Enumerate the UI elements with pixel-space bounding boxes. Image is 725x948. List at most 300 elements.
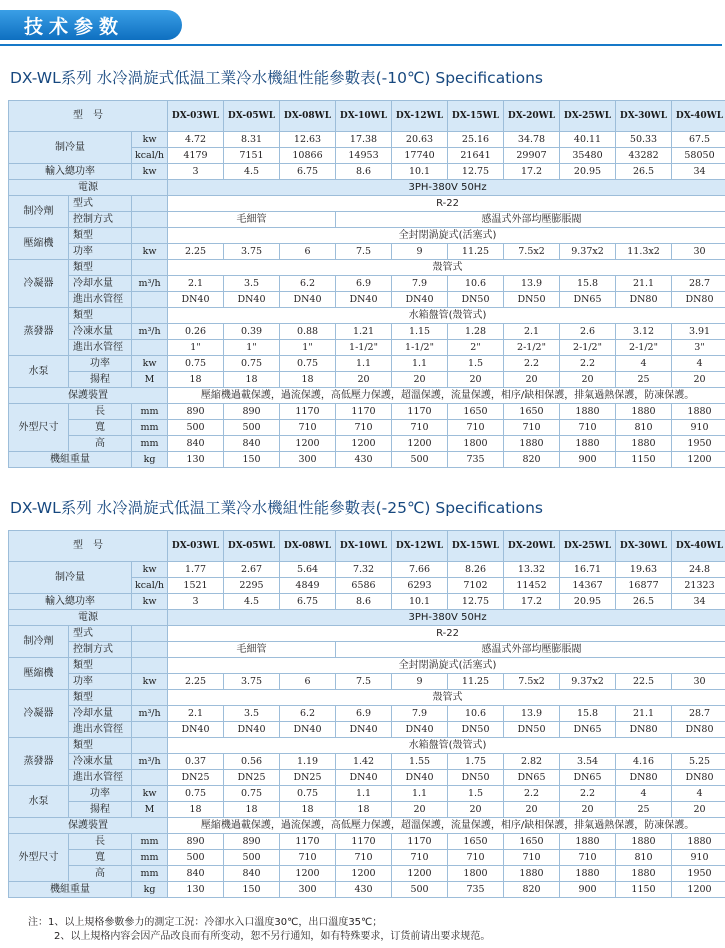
value-cell: 6293 bbox=[392, 578, 448, 594]
value-cell: 20 bbox=[560, 372, 616, 388]
evaporator-label: 蒸發器 bbox=[9, 738, 69, 786]
value-cell: 20 bbox=[672, 372, 725, 388]
value-cell: 3.12 bbox=[616, 324, 672, 340]
size-label: 外型尺寸 bbox=[9, 404, 69, 452]
value-cell: 1880 bbox=[616, 834, 672, 850]
value-cell: 1.1 bbox=[392, 786, 448, 802]
value-cell: 7.32 bbox=[336, 562, 392, 578]
value-cell: DN80 bbox=[616, 722, 672, 738]
refrigerant-value: R-22 bbox=[168, 196, 725, 212]
value-cell: 3.5 bbox=[224, 276, 280, 292]
value-cell: 15.8 bbox=[560, 276, 616, 292]
condenser-type-row bbox=[9, 690, 725, 706]
value-cell: 300 bbox=[280, 882, 336, 898]
condenser-label: 冷凝器 bbox=[9, 260, 69, 308]
evaporator-pipe-row bbox=[9, 340, 725, 356]
value-cell: 6.2 bbox=[280, 276, 336, 292]
pump-lift-row bbox=[9, 802, 725, 818]
unit: kcal/h bbox=[132, 578, 168, 594]
value-cell: 2.1 bbox=[168, 706, 224, 722]
value-cell: 12.75 bbox=[448, 594, 504, 610]
value-cell: 20 bbox=[504, 372, 560, 388]
value-cell: 25 bbox=[616, 372, 672, 388]
value-cell: 67.5 bbox=[672, 132, 725, 148]
supply-value: 3PH-380V 50Hz bbox=[168, 180, 725, 196]
value-cell: 4849 bbox=[280, 578, 336, 594]
model-header: DX-08WL bbox=[280, 101, 336, 132]
value-cell: 30 bbox=[672, 244, 725, 260]
sub-label: 類型 bbox=[69, 228, 132, 244]
unit-empty bbox=[132, 228, 168, 244]
value-cell: 29907 bbox=[504, 148, 560, 164]
value-cell: 1.42 bbox=[336, 754, 392, 770]
value-cell: DN40 bbox=[168, 292, 224, 308]
unit-empty bbox=[132, 770, 168, 786]
value-cell: 1200 bbox=[672, 882, 725, 898]
value-cell: 1.77 bbox=[168, 562, 224, 578]
value-cell: 18 bbox=[280, 372, 336, 388]
value-cell: 1800 bbox=[448, 866, 504, 882]
value-cell: 4 bbox=[616, 356, 672, 372]
value-cell: 9.37x2 bbox=[560, 244, 616, 260]
value-cell: 3" bbox=[672, 340, 725, 356]
value-cell: 34 bbox=[672, 164, 725, 180]
value-cell: 28.7 bbox=[672, 706, 725, 722]
value-cell: 7.5 bbox=[336, 244, 392, 260]
value-cell: 0.75 bbox=[280, 356, 336, 372]
value-cell: 4.72 bbox=[168, 132, 224, 148]
value-cell: 24.8 bbox=[672, 562, 725, 578]
value-cell: 1.1 bbox=[392, 356, 448, 372]
evaporator-water-row bbox=[9, 754, 725, 770]
sub-label: 冷却水量 bbox=[69, 706, 132, 722]
control-capillary: 毛細管 bbox=[168, 212, 336, 228]
value-cell: 3.75 bbox=[224, 244, 280, 260]
value-cell: 0.56 bbox=[224, 754, 280, 770]
value-cell: 0.88 bbox=[280, 324, 336, 340]
condenser-type-row bbox=[9, 260, 725, 276]
value-cell: 7.9 bbox=[392, 276, 448, 292]
value-cell: 12.63 bbox=[280, 132, 336, 148]
value-cell: 0.75 bbox=[224, 786, 280, 802]
value-cell: 0.26 bbox=[168, 324, 224, 340]
footnotes bbox=[28, 916, 490, 944]
unit: kw bbox=[132, 786, 168, 802]
value-cell: 1.1 bbox=[336, 356, 392, 372]
value-cell: 26.5 bbox=[616, 594, 672, 610]
value-cell: DN40 bbox=[392, 292, 448, 308]
value-cell: 5.25 bbox=[672, 754, 725, 770]
unit: mm bbox=[132, 850, 168, 866]
value-cell: 4 bbox=[672, 786, 725, 802]
refrigerant-control-row bbox=[9, 642, 725, 658]
value-cell: 2.25 bbox=[168, 244, 224, 260]
value-cell: 300 bbox=[280, 452, 336, 468]
value-cell: 840 bbox=[224, 436, 280, 452]
evaporator-type-value: 水箱盤管(殼管式) bbox=[168, 738, 725, 754]
value-cell: 1170 bbox=[392, 404, 448, 420]
unit-empty bbox=[132, 340, 168, 356]
sub-label: 功率 bbox=[69, 786, 132, 802]
value-cell: 1.55 bbox=[392, 754, 448, 770]
model-header: DX-05WL bbox=[224, 531, 280, 562]
value-cell: 30 bbox=[672, 674, 725, 690]
value-cell: 2.67 bbox=[224, 562, 280, 578]
value-cell: 1880 bbox=[616, 404, 672, 420]
value-cell: 25 bbox=[616, 802, 672, 818]
value-cell: 2.25 bbox=[168, 674, 224, 690]
value-cell: DN50 bbox=[448, 770, 504, 786]
value-cell: 34 bbox=[672, 594, 725, 610]
model-header: DX-40WL bbox=[672, 531, 725, 562]
compressor-power-row bbox=[9, 674, 725, 690]
compressor-label: 壓縮機 bbox=[9, 228, 69, 260]
model-header: DX-12WL bbox=[392, 101, 448, 132]
value-cell: 1880 bbox=[504, 436, 560, 452]
value-cell: 4.16 bbox=[616, 754, 672, 770]
evaporator-type-value: 水箱盤管(殼管式) bbox=[168, 308, 725, 324]
value-cell: 6.9 bbox=[336, 706, 392, 722]
value-cell: 14367 bbox=[560, 578, 616, 594]
value-cell: 58050 bbox=[672, 148, 725, 164]
value-cell: DN40 bbox=[168, 722, 224, 738]
value-cell: 20 bbox=[560, 802, 616, 818]
model-header: DX-20WL bbox=[504, 101, 560, 132]
value-cell: 1170 bbox=[336, 404, 392, 420]
value-cell: 7151 bbox=[224, 148, 280, 164]
unit: kw bbox=[132, 244, 168, 260]
value-cell: 40.11 bbox=[560, 132, 616, 148]
evaporator-water-row bbox=[9, 324, 725, 340]
value-cell: 1.21 bbox=[336, 324, 392, 340]
value-cell: DN65 bbox=[560, 770, 616, 786]
value-cell: 710 bbox=[392, 850, 448, 866]
pump-power-row bbox=[9, 786, 725, 802]
value-cell: 6.2 bbox=[280, 706, 336, 722]
value-cell: 735 bbox=[448, 452, 504, 468]
value-cell: 1.5 bbox=[448, 356, 504, 372]
value-cell: 1200 bbox=[280, 866, 336, 882]
value-cell: 20 bbox=[448, 802, 504, 818]
value-cell: 1880 bbox=[560, 404, 616, 420]
value-cell: 13.9 bbox=[504, 276, 560, 292]
value-cell: 1170 bbox=[392, 834, 448, 850]
value-cell: 2.2 bbox=[560, 786, 616, 802]
value-cell: 10866 bbox=[280, 148, 336, 164]
sub-label: 冷凍水量 bbox=[69, 324, 132, 340]
value-cell: DN40 bbox=[224, 292, 280, 308]
sub-label: 寬 bbox=[69, 420, 132, 436]
value-cell: 6.9 bbox=[336, 276, 392, 292]
value-cell: 17.2 bbox=[504, 594, 560, 610]
value-cell: 2.1 bbox=[504, 324, 560, 340]
value-cell: 1200 bbox=[392, 866, 448, 882]
value-cell: 0.75 bbox=[224, 356, 280, 372]
value-cell: 1880 bbox=[560, 436, 616, 452]
value-cell: 4 bbox=[616, 786, 672, 802]
value-cell: 1-1/2" bbox=[336, 340, 392, 356]
refrigerant-control-row bbox=[9, 212, 725, 228]
value-cell: DN80 bbox=[616, 770, 672, 786]
value-cell: 0.75 bbox=[168, 786, 224, 802]
section-banner bbox=[0, 10, 182, 40]
protection-value: 壓縮機過載保護，過流保護，高低壓力保護，超溫保護，流量保護，相序/缺相保護，排氣過熱保護，防凍保護。 bbox=[168, 388, 725, 404]
model-header: DX-25WL bbox=[560, 101, 616, 132]
length-row bbox=[9, 404, 725, 420]
unit-empty bbox=[132, 212, 168, 228]
value-cell: 6.75 bbox=[280, 594, 336, 610]
value-cell: 4179 bbox=[168, 148, 224, 164]
value-cell: 25.16 bbox=[448, 132, 504, 148]
evaporator-type-row bbox=[9, 738, 725, 754]
value-cell: 710 bbox=[560, 850, 616, 866]
condenser-water-row bbox=[9, 706, 725, 722]
value-cell: 900 bbox=[560, 882, 616, 898]
value-cell: 500 bbox=[168, 850, 224, 866]
protection-label: 保護裝置 bbox=[9, 388, 168, 404]
condenser-label: 冷凝器 bbox=[9, 690, 69, 738]
sub-label: 揚程 bbox=[69, 802, 132, 818]
value-cell: 28.7 bbox=[672, 276, 725, 292]
unit-empty bbox=[132, 260, 168, 276]
value-cell: DN40 bbox=[336, 292, 392, 308]
value-cell: 16877 bbox=[616, 578, 672, 594]
value-cell: 840 bbox=[224, 866, 280, 882]
value-cell: 1-1/2" bbox=[392, 340, 448, 356]
condenser-pipe-row bbox=[9, 292, 725, 308]
value-cell: 1650 bbox=[504, 404, 560, 420]
value-cell: 130 bbox=[168, 882, 224, 898]
condenser-pipe-row bbox=[9, 722, 725, 738]
value-cell: 2.6 bbox=[560, 324, 616, 340]
value-cell: 1170 bbox=[280, 834, 336, 850]
weight-label: 機組重量 bbox=[9, 882, 132, 898]
model-header: DX-10WL bbox=[336, 101, 392, 132]
value-cell: 1.1 bbox=[336, 786, 392, 802]
value-cell: 1170 bbox=[280, 404, 336, 420]
value-cell: 15.8 bbox=[560, 706, 616, 722]
cooling-row-kw bbox=[9, 562, 725, 578]
unit: kw bbox=[132, 594, 168, 610]
refrigerant-label: 制冷劑 bbox=[9, 626, 69, 658]
value-cell: 1650 bbox=[448, 404, 504, 420]
value-cell: 0.75 bbox=[168, 356, 224, 372]
unit: mm bbox=[132, 866, 168, 882]
unit: mm bbox=[132, 834, 168, 850]
unit-empty bbox=[132, 292, 168, 308]
unit: kw bbox=[132, 562, 168, 578]
value-cell: 17.2 bbox=[504, 164, 560, 180]
value-cell: 500 bbox=[224, 420, 280, 436]
value-cell: DN65 bbox=[560, 292, 616, 308]
value-cell: 1200 bbox=[280, 436, 336, 452]
value-cell: 1170 bbox=[336, 834, 392, 850]
weight-row bbox=[9, 882, 725, 898]
value-cell: 26.5 bbox=[616, 164, 672, 180]
sub-label: 進出水管徑 bbox=[69, 722, 132, 738]
unit: m³/h bbox=[132, 276, 168, 292]
model-header: DX-30WL bbox=[616, 101, 672, 132]
unit: kg bbox=[132, 882, 168, 898]
value-cell: 1.15 bbox=[392, 324, 448, 340]
value-cell: 890 bbox=[224, 834, 280, 850]
value-cell: 9 bbox=[392, 674, 448, 690]
protection-row bbox=[9, 388, 725, 404]
value-cell: 2-1/2" bbox=[504, 340, 560, 356]
value-cell: 1880 bbox=[560, 866, 616, 882]
value-cell: 10.1 bbox=[392, 594, 448, 610]
unit-empty bbox=[132, 658, 168, 674]
value-cell: DN25 bbox=[224, 770, 280, 786]
refrigerant-type-row bbox=[9, 626, 725, 642]
value-cell: 2.1 bbox=[168, 276, 224, 292]
cooling-row-kw bbox=[9, 132, 725, 148]
value-cell: DN40 bbox=[336, 770, 392, 786]
value-cell: 1950 bbox=[672, 436, 725, 452]
value-cell: 20 bbox=[504, 802, 560, 818]
banner-underline bbox=[0, 44, 722, 46]
unit: m³/h bbox=[132, 754, 168, 770]
value-cell: 13.9 bbox=[504, 706, 560, 722]
refrigerant-value: R-22 bbox=[168, 626, 725, 642]
sub-label: 類型 bbox=[69, 690, 132, 706]
value-cell: 2.2 bbox=[560, 356, 616, 372]
value-cell: 9 bbox=[392, 244, 448, 260]
model-header: DX-20WL bbox=[504, 531, 560, 562]
sub-label: 類型 bbox=[69, 260, 132, 276]
spec-table-minus25 bbox=[8, 530, 725, 898]
model-header: DX-03WL bbox=[168, 101, 224, 132]
pump-label: 水泵 bbox=[9, 356, 69, 388]
power-input-label: 輸入總功率 bbox=[9, 594, 132, 610]
compressor-power-row bbox=[9, 244, 725, 260]
value-cell: 21641 bbox=[448, 148, 504, 164]
value-cell: 890 bbox=[224, 404, 280, 420]
value-cell: 710 bbox=[392, 420, 448, 436]
sub-label: 進出水管徑 bbox=[69, 770, 132, 786]
value-cell: 4.5 bbox=[224, 164, 280, 180]
size-label: 外型尺寸 bbox=[9, 834, 69, 882]
banner-title: 技术参数 bbox=[24, 16, 125, 38]
value-cell: 7.66 bbox=[392, 562, 448, 578]
value-cell: 7.5 bbox=[336, 674, 392, 690]
value-cell: 7.5x2 bbox=[504, 674, 560, 690]
value-cell: 14953 bbox=[336, 148, 392, 164]
value-cell: 890 bbox=[168, 834, 224, 850]
value-cell: 20 bbox=[448, 372, 504, 388]
value-cell: 1200 bbox=[336, 436, 392, 452]
model-header: DX-25WL bbox=[560, 531, 616, 562]
value-cell: 1" bbox=[168, 340, 224, 356]
value-cell: 1150 bbox=[616, 882, 672, 898]
value-cell: DN40 bbox=[392, 722, 448, 738]
sub-label: 控制方式 bbox=[69, 212, 132, 228]
model-header: DX-15WL bbox=[448, 101, 504, 132]
unit: kw bbox=[132, 132, 168, 148]
value-cell: 430 bbox=[336, 452, 392, 468]
value-cell: 7.9 bbox=[392, 706, 448, 722]
value-cell: 1521 bbox=[168, 578, 224, 594]
protection-value: 壓縮機過載保護，過流保護，高低壓力保護，超溫保護，流量保護，相序/缺相保護，排氣過熱保護，防凍保護。 bbox=[168, 818, 725, 834]
height-row bbox=[9, 866, 725, 882]
evaporator-pipe-row bbox=[9, 770, 725, 786]
value-cell: DN65 bbox=[560, 722, 616, 738]
table1-title: DX-WL系列 水冷渦旋式低温工業冷水機組性能參數表(-10℃) Specifications bbox=[10, 69, 543, 87]
evaporator-type-row bbox=[9, 308, 725, 324]
value-cell: 710 bbox=[504, 850, 560, 866]
value-cell: 3.75 bbox=[224, 674, 280, 690]
value-cell: 4 bbox=[672, 356, 725, 372]
sub-label: 長 bbox=[69, 404, 132, 420]
value-cell: 17740 bbox=[392, 148, 448, 164]
supply-row bbox=[9, 180, 725, 196]
sub-label: 類型 bbox=[69, 738, 132, 754]
value-cell: 6586 bbox=[336, 578, 392, 594]
sub-label: 冷却水量 bbox=[69, 276, 132, 292]
control-expansion-valve: 感温式外部均壓膨脹閥 bbox=[336, 212, 725, 228]
value-cell: 500 bbox=[168, 420, 224, 436]
value-cell: 11.25 bbox=[448, 674, 504, 690]
sub-label: 類型 bbox=[69, 308, 132, 324]
header-row bbox=[9, 531, 725, 562]
value-cell: 20.95 bbox=[560, 164, 616, 180]
value-cell: DN50 bbox=[504, 292, 560, 308]
value-cell: 1.5 bbox=[448, 786, 504, 802]
unit-empty bbox=[132, 722, 168, 738]
value-cell: 2-1/2" bbox=[560, 340, 616, 356]
unit-empty bbox=[132, 738, 168, 754]
value-cell: 900 bbox=[560, 452, 616, 468]
value-cell: DN80 bbox=[672, 722, 725, 738]
value-cell: 3.5 bbox=[224, 706, 280, 722]
refrigerant-label: 制冷劑 bbox=[9, 196, 69, 228]
value-cell: 18 bbox=[280, 802, 336, 818]
value-cell: 810 bbox=[616, 850, 672, 866]
value-cell: 18 bbox=[168, 372, 224, 388]
value-cell: 34.78 bbox=[504, 132, 560, 148]
value-cell: 21.1 bbox=[616, 706, 672, 722]
unit: mm bbox=[132, 404, 168, 420]
model-header: DX-08WL bbox=[280, 531, 336, 562]
value-cell: 11452 bbox=[504, 578, 560, 594]
unit: M bbox=[132, 802, 168, 818]
sub-label: 高 bbox=[69, 436, 132, 452]
value-cell: 18 bbox=[336, 802, 392, 818]
value-cell: 10.6 bbox=[448, 706, 504, 722]
sub-label: 功率 bbox=[69, 674, 132, 690]
value-cell: 1880 bbox=[672, 834, 725, 850]
value-cell: 500 bbox=[392, 452, 448, 468]
value-cell: 2.82 bbox=[504, 754, 560, 770]
condenser-type-value: 殼管式 bbox=[168, 690, 725, 706]
value-cell: DN40 bbox=[392, 770, 448, 786]
unit: kw bbox=[132, 356, 168, 372]
value-cell: 820 bbox=[504, 882, 560, 898]
unit: mm bbox=[132, 436, 168, 452]
protection-label: 保護裝置 bbox=[9, 818, 168, 834]
value-cell: 20 bbox=[336, 372, 392, 388]
value-cell: 500 bbox=[392, 882, 448, 898]
width-row bbox=[9, 850, 725, 866]
value-cell: 710 bbox=[336, 850, 392, 866]
value-cell: 1.75 bbox=[448, 754, 504, 770]
unit-empty bbox=[132, 626, 168, 642]
unit: kcal/h bbox=[132, 148, 168, 164]
supply-label: 電源 bbox=[9, 180, 168, 196]
value-cell: 1200 bbox=[672, 452, 725, 468]
value-cell: 17.38 bbox=[336, 132, 392, 148]
value-cell: 1.28 bbox=[448, 324, 504, 340]
